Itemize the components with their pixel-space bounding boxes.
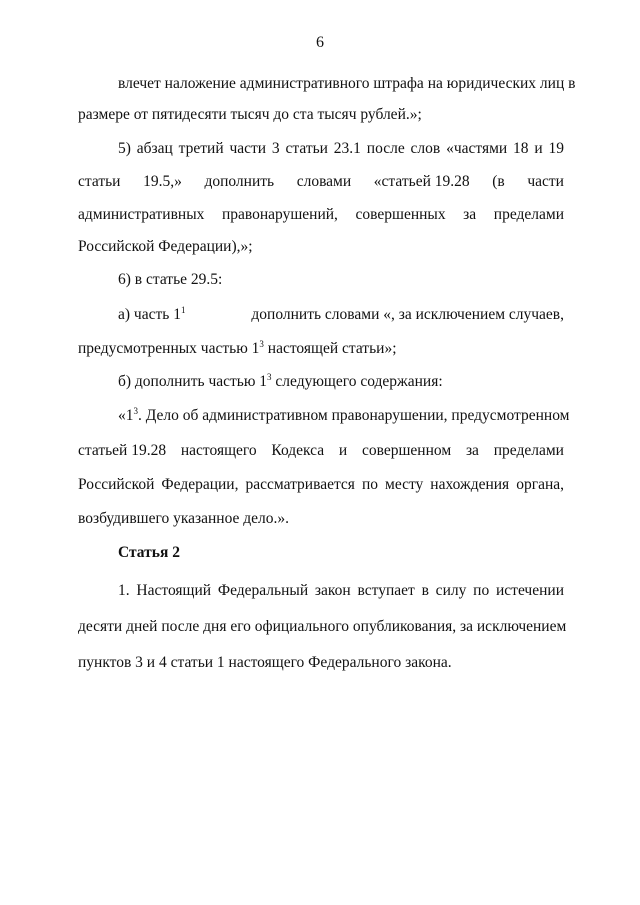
paragraph-line — [118, 405, 570, 426]
superscript: 1 — [180, 304, 186, 315]
word: административных — [78, 206, 205, 223]
word: Кодекса — [271, 442, 325, 459]
paragraph-line-justified — [78, 172, 564, 192]
word: части — [527, 173, 564, 190]
superscript: 3 — [267, 371, 272, 382]
word: и — [338, 442, 348, 459]
text-segment: б) дополнить частью 1 — [118, 373, 268, 390]
word: словами — [296, 173, 352, 190]
paragraph-line: пунктов 3 и 4 статьи 1 настоящего Федерального закона. — [78, 654, 452, 671]
paragraph-line — [118, 74, 576, 94]
word: совершенных — [355, 206, 446, 223]
paragraph-line: Российской Федерации),»; — [78, 238, 253, 255]
paragraph-line: 1. Настоящий Федеральный закон вступает в силу по истечении — [118, 582, 564, 599]
paragraph-line-justified — [118, 305, 564, 325]
word: (в — [492, 173, 505, 190]
paragraph-line: 5) абзац третий части 3 статьи 23.1 после слов «частями 18 и 19 — [118, 140, 564, 157]
text-segment: предусмотренных частью 1 — [78, 340, 260, 357]
word: настоящего — [180, 442, 257, 459]
word: «статьей 19.28 — [373, 173, 470, 190]
page-number: 6 — [316, 34, 324, 51]
text-fragment — [118, 305, 185, 325]
article-heading: Статья 2 — [118, 544, 180, 561]
paragraph-line-justified — [78, 441, 564, 461]
word: статьи — [78, 173, 121, 190]
word: за — [463, 206, 477, 223]
paragraph-line: размере от пятидесяти тысяч до ста тысяч рублей.»; — [78, 106, 422, 123]
text-segment: «1 — [118, 407, 134, 424]
text-segment: настоящей статьи»; — [263, 340, 397, 357]
text-segment: а) часть 1 — [118, 306, 181, 323]
word: 19.5,» — [143, 173, 182, 190]
word: за — [465, 442, 479, 459]
text-fragment: дополнить словами «, за исключением случаев, — [251, 306, 564, 323]
superscript: 3 — [259, 338, 264, 349]
paragraph-line: 6) в статье 29.5: — [118, 271, 223, 288]
paragraph-line: возбудившего указанное дело.». — [78, 510, 290, 527]
paragraph-line-justified — [78, 205, 564, 225]
word: пределами — [493, 442, 564, 459]
paragraph-line — [78, 339, 397, 359]
paragraph-line: десяти дней после дня его официального опубликования, за исключением — [78, 618, 567, 635]
text-segment: . Дело об административном правонарушении, предусмотренном — [138, 407, 570, 424]
text-segment: следующего содержания: — [271, 373, 443, 390]
word: совершенном — [362, 442, 452, 459]
word: дополнить — [204, 173, 275, 190]
superscript: 3 — [133, 405, 138, 416]
text-line: влечет наложение административного штрафа на юридических лиц в — [118, 75, 576, 92]
paragraph-line — [118, 372, 443, 392]
word: правонарушений, — [221, 206, 338, 223]
word: пределами — [493, 206, 564, 223]
word: статьей 19.28 — [78, 442, 167, 459]
paragraph-line: Российской Федерации, рассматривается по месту нахождения органа, — [78, 476, 564, 493]
